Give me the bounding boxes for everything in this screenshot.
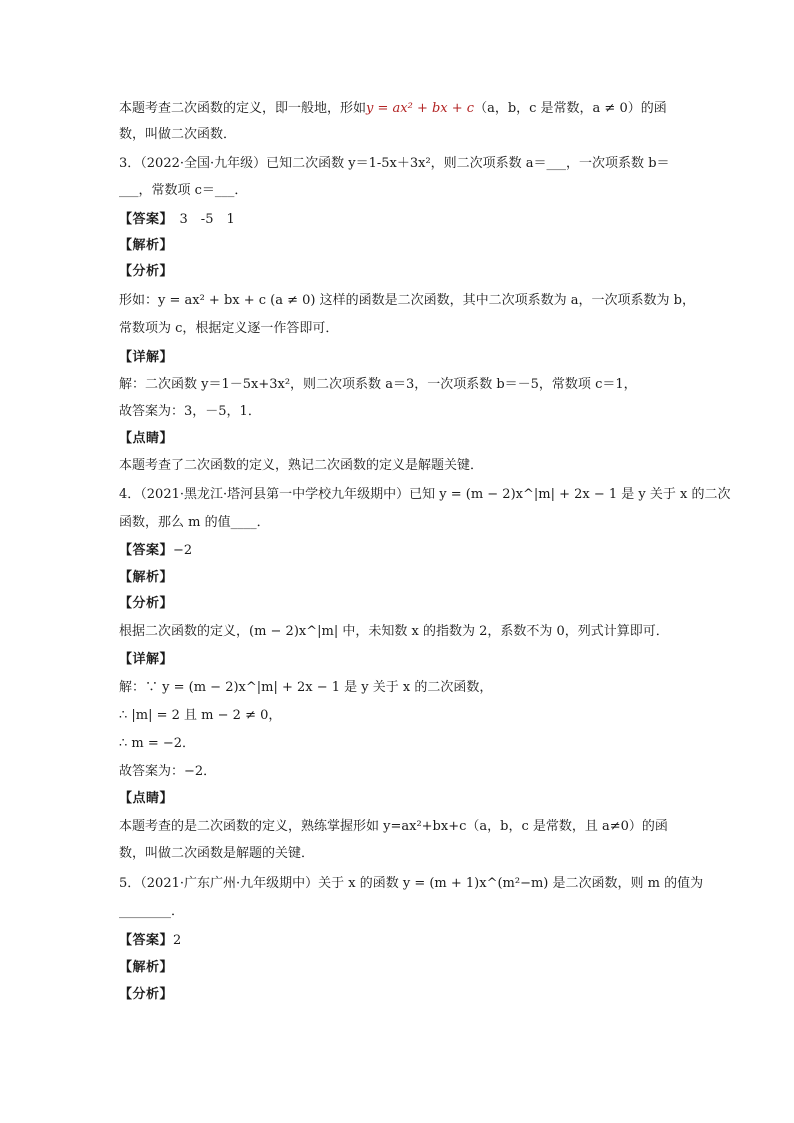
answer-value: −2	[173, 543, 193, 558]
q3-answer	[119, 210, 235, 230]
q5-fenxi-tag: 【分析】	[119, 987, 174, 1002]
q4-detail-line-3: ∴ m = −2．	[119, 736, 196, 751]
q5-answer	[119, 931, 181, 951]
q4-comment-line-2: 数，叫做二次函数是解题的关键．	[119, 846, 315, 861]
q3-fenxi-tag: 【分析】	[119, 264, 174, 279]
q4-stem-line-1: 4．（2021·黑龙江·塔河县第一中学校九年级期中）已知 y = (m − 2)x^|m| + 2x − 1 是 y 关于 x 的二次	[119, 487, 731, 502]
q3-xiangjie-tag: 【详解】	[119, 350, 174, 365]
q3-stem-line-1: 3．（2022·全国·九年级）已知二次函数 y＝1-5x＋3x²，则二次项系数 a＝___，一次项系数 b＝	[119, 156, 670, 171]
q4-answer	[119, 541, 192, 561]
q3-detail-line-1: 解：二次函数 y＝1－5x+3x²，则二次项系数 a＝3，一次项系数 b＝－5，常数项 c＝1，	[119, 377, 637, 392]
answer-value: 2	[173, 933, 182, 948]
q3-stem-line-2: ___，常数项 c＝___．	[119, 183, 248, 198]
q3-jiexi-tag: 【解析】	[119, 238, 174, 253]
q5-jiexi-tag: 【解析】	[119, 960, 174, 975]
answer-value: 3 -5 1	[179, 212, 235, 227]
q4-detail-line-2: ∴ |m| = 2 且 m − 2 ≠ 0，	[119, 708, 282, 723]
q3-dianjing-tag: 【点睛】	[119, 431, 174, 446]
q4-xiangjie-tag: 【详解】	[119, 652, 174, 667]
q4-comment-line-1: 本题考查的是二次函数的定义，熟练掌握形如 y=ax²+bx+c（a，b，c 是常数，且 a≠0）的函	[119, 819, 668, 834]
q3-comment: 本题考查了二次函数的定义，熟记二次函数的定义是解题关键．	[119, 458, 484, 473]
q4-detail-line-4: 故答案为：−2．	[119, 764, 217, 779]
q4-jiexi-tag: 【解析】	[119, 570, 174, 585]
q4-dianjing-tag: 【点睛】	[119, 791, 174, 806]
q5-stem-line-2: ________．	[119, 904, 185, 919]
answer-tag: 【答案】	[119, 933, 174, 948]
q5-stem-line-1: 5．（2021·广东广州·九年级期中）关于 x 的函数 y = (m + 1)x^(m²−m) 是二次函数，则 m 的值为	[119, 876, 704, 891]
q3-analysis-line-1: 形如：y = ax² + bx + c (a ≠ 0) 这样的函数是二次函数，其中二次项系数为 a，一次项系数为 b，	[119, 293, 695, 308]
q3-analysis-line-2: 常数项为 c，根据定义逐一作答即可．	[119, 321, 339, 336]
intro-formula: y = ax² + bx + c	[366, 101, 475, 116]
answer-tag: 【答案】	[119, 212, 167, 227]
intro-text: 本题考查二次函数的定义，即一般地，形如	[119, 101, 367, 116]
q4-detail-line-1: 解：∵ y = (m − 2)x^|m| + 2x − 1 是 y 关于 x 的二次函数，	[119, 680, 493, 695]
q3-detail-line-2: 故答案为：3，－5，1．	[119, 404, 261, 419]
intro-line-2: 数，叫做二次函数．	[119, 127, 237, 142]
q4-analysis: 根据二次函数的定义，(m − 2)x^|m| 中，未知数 x 的指数为 2，系数不为 0，列式计算即可．	[119, 624, 669, 639]
intro-condition: （a，b，c 是常数，a ≠ 0）的函	[474, 101, 667, 116]
q4-stem-line-2: 函数，那么 m 的值____．	[119, 515, 270, 530]
answer-tag: 【答案】	[119, 543, 174, 558]
q4-fenxi-tag: 【分析】	[119, 596, 174, 611]
intro-line-1	[119, 99, 667, 119]
